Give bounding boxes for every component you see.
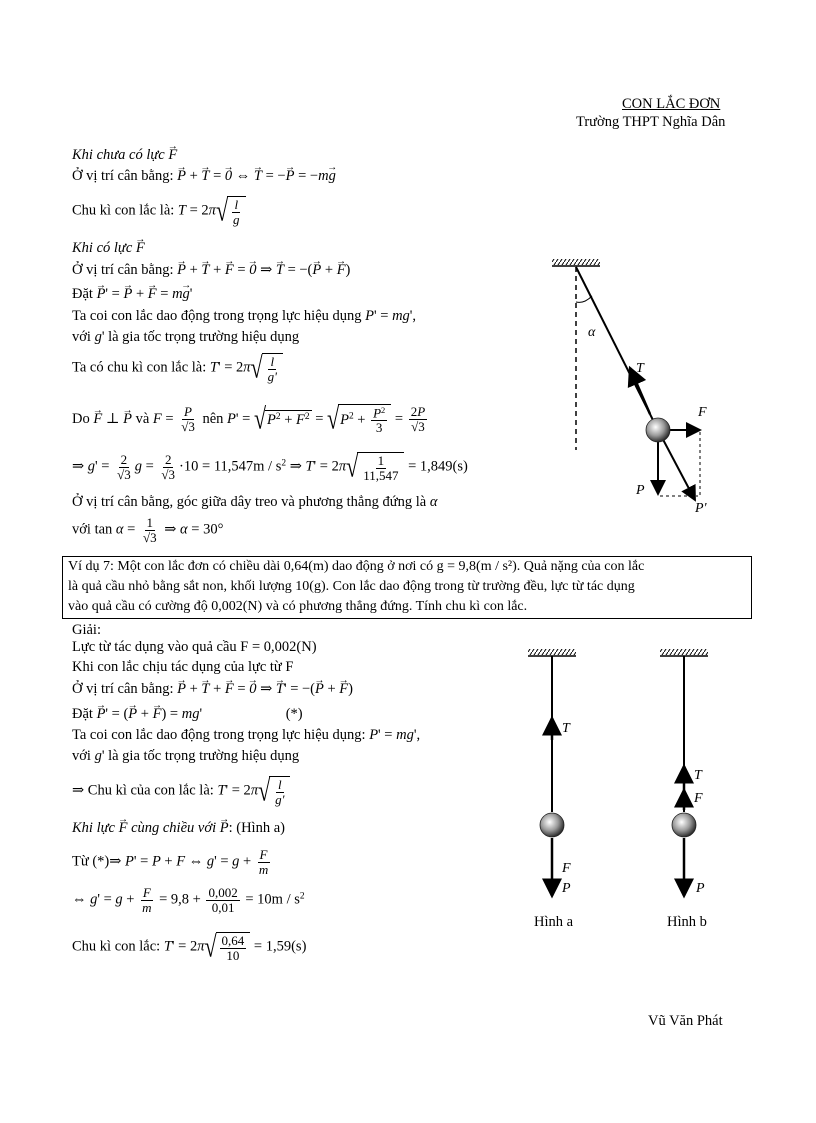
page-title: CON LẮC ĐƠN bbox=[622, 96, 721, 112]
bob-a bbox=[540, 813, 564, 837]
section2-do: Do → F ⊥ → P và F = $\frac{P}{√3}$ nên P' = √ $P^2 + F^2$ = √ $P^2$ + $\frac{P^2}{3}$ = $\frac{2P}{√3}$ bbox=[72, 404, 429, 435]
section1-heading: Khi chưa có lực → F bbox=[72, 147, 177, 164]
section2-tan: với tan α = $\frac{1}{√3}$ ⇒ α = 30° bbox=[72, 515, 224, 545]
section2-angle: Ở vị trí cân bằng, góc giữa dây treo và phương thẳng đứng là α bbox=[72, 494, 438, 510]
example-line-1: Ví dụ 7: Một con lắc đơn có chiều dài 0,64(m) dao động ở nơi có g = 9,8(m / s²). Quả nặng của con lắc bbox=[68, 559, 645, 574]
pendulum-bob bbox=[646, 418, 670, 442]
solution-subject: Khi con lắc chịu tác dụng của lực từ F bbox=[72, 659, 294, 675]
solution-label: Giải: bbox=[72, 622, 101, 638]
section1-period: Chu kì con lắc là: T = 2π √ $\frac{l}{g}$ bbox=[72, 196, 246, 226]
author: Vũ Văn Phát bbox=[648, 1013, 723, 1029]
section2-consider: Ta coi con lắc dao động trong trọng lực hiệu dụng P' = mg', bbox=[72, 308, 417, 324]
pendulum-figure-1 bbox=[540, 250, 740, 520]
force-label-b: F bbox=[694, 791, 703, 806]
resultant-label: P' bbox=[695, 501, 707, 516]
solution-set: Đặt → P' = (→ P + → F) = mg' (*) bbox=[72, 706, 303, 723]
force-label-a: F bbox=[562, 861, 571, 876]
section2-gcalc: ⇒ g' = $\frac{2}{√3}$ g = $\frac{2}{√3}$ $\cdot 10 = 11,547m / s^2$ ⇒ T' = 2π √ $\frac{1}{11,547}$ = 1,849(s) bbox=[72, 449, 468, 484]
alpha-label: α bbox=[588, 325, 596, 340]
caption-hinh-b: Hình b bbox=[667, 914, 707, 930]
solution-gprime: với g' là gia tốc trọng trường hiệu dụng bbox=[72, 748, 300, 764]
gravity-label-a: P bbox=[562, 881, 571, 896]
solution-calc: ⇔ g' = g + $\frac{F}{m}$ = 9,8 + $\frac{0,002}{0,01}$ = $10m / s^2$ bbox=[72, 885, 305, 915]
solution-force: Lực từ tác dụng vào quả cầu F = 0,002(N) bbox=[72, 639, 317, 655]
bob-b bbox=[672, 813, 696, 837]
section2-equilibrium: Ở vị trí cân bằng: → P + → T + → F = → 0 ⇒ → T = −(→ P + → F) bbox=[72, 262, 350, 279]
tension-label-b: T bbox=[694, 768, 702, 783]
solution-equilibrium: Ở vị trí cân bằng: → P + → T + → F = → 0 ⇒ → T' = −(→ P + → F) bbox=[72, 681, 353, 698]
ceiling-hatch bbox=[552, 259, 600, 265]
section2-period: Ta có chu kì con lắc là: T' = 2π √ $\frac{l}{g'}$ bbox=[72, 353, 283, 383]
solution-from-star: Từ (*)⇒ P' = P + F ⇔ g' = g + $\frac{F}{m}$ bbox=[72, 847, 269, 877]
ceiling-hatch-a bbox=[528, 649, 576, 655]
caption-hinh-a: Hình a bbox=[534, 914, 574, 930]
section2-gprime: với g' là gia tốc trọng trường hiệu dụng bbox=[72, 329, 300, 345]
solution-case-a: Khi lực → F cùng chiều với → P: (Hình a) bbox=[72, 820, 285, 837]
example-line-3: vào quả cầu có cường độ 0,002(N) và có phương thẳng đứng. Tính chu kì con lắc. bbox=[68, 599, 528, 614]
force-f-label: F bbox=[698, 405, 707, 420]
school-name: Trường THPT Nghĩa Dân bbox=[576, 114, 726, 130]
solution-consider: Ta coi con lắc dao động trong trọng lực hiệu dụng: P' = mg', bbox=[72, 727, 421, 743]
solution-period-a: Chu kì con lắc: T' = 2π √ $\frac{0,64}{10}$ = 1,59(s) bbox=[72, 929, 307, 964]
section1-equilibrium: Ở vị trí cân bằng: → P + → T = → 0 ⇔ → T = −→ P = −m→ g bbox=[72, 168, 336, 185]
pendulum-figure-2 bbox=[520, 640, 740, 940]
tension-label-a: T bbox=[562, 721, 570, 736]
section2-heading: Khi có lực → F bbox=[72, 240, 145, 257]
gravity-label-b: P bbox=[696, 881, 705, 896]
angle-arc bbox=[576, 296, 592, 302]
ceiling-hatch-b bbox=[660, 649, 708, 655]
example-line-2: là quả cầu nhỏ bằng sắt non, khối lượng 10(g). Con lắc dao động trong từ trường đều, lực từ tác dụng bbox=[68, 579, 635, 594]
gravity-label: P bbox=[636, 483, 645, 498]
solution-period: ⇒ Chu kì của con lắc là: T' = 2π √ $\frac{l}{g'}$ bbox=[72, 776, 290, 806]
section2-set: Đặt → P' = → P + → F = m→ g' bbox=[72, 286, 192, 303]
tension-label: T bbox=[636, 361, 644, 376]
